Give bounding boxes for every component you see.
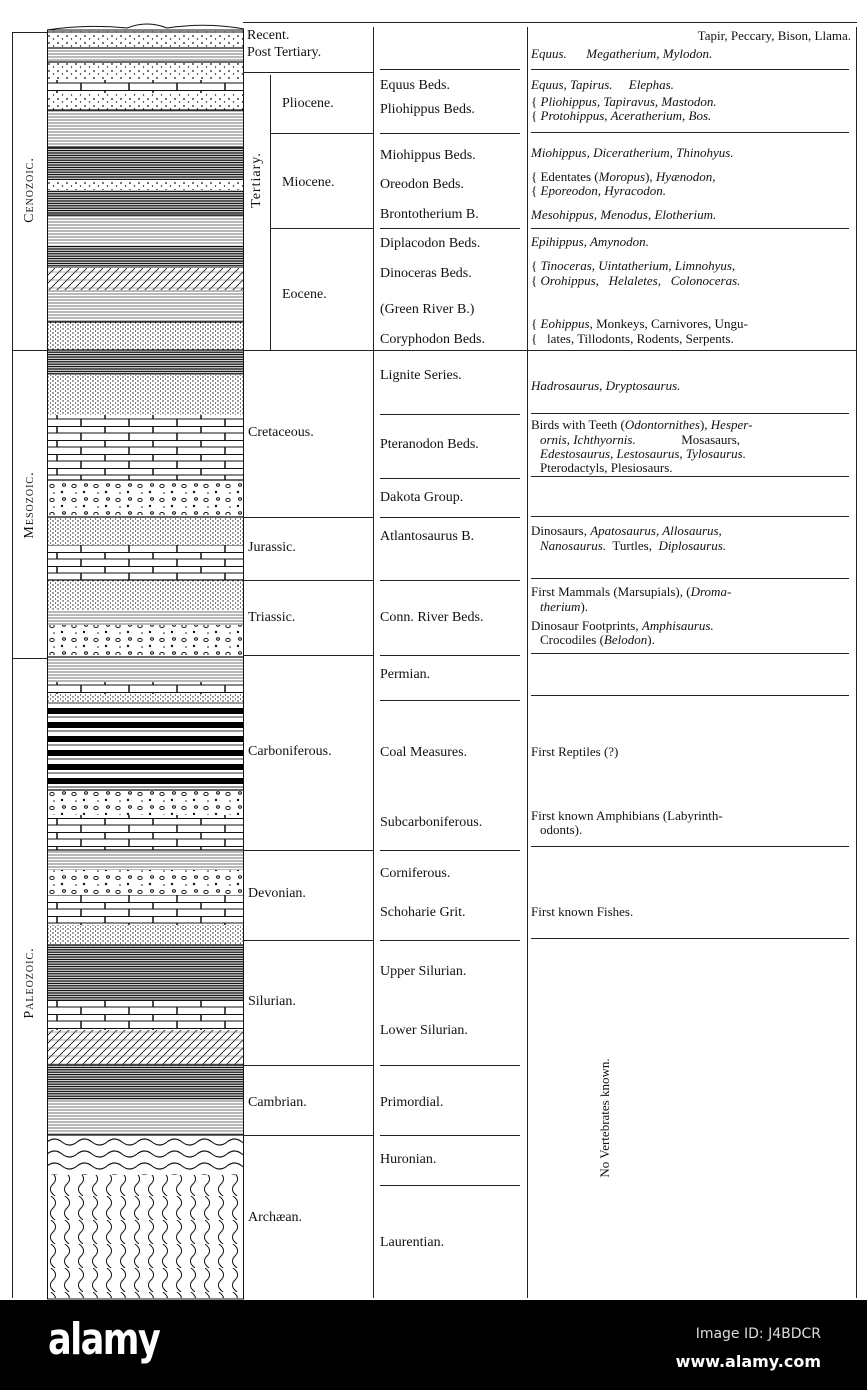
divider bbox=[380, 133, 520, 134]
site-url: www.alamy.com bbox=[675, 1352, 821, 1371]
divider bbox=[270, 228, 373, 229]
fossil-text: Pterodactyls, Plesiosaurs. bbox=[540, 460, 673, 475]
taxon-name: Odontornithes bbox=[624, 417, 700, 432]
fossil-line bbox=[540, 823, 582, 837]
fossil-line bbox=[540, 461, 673, 475]
fossil-text: , Monkeys, Carnivores, Ungu- bbox=[589, 316, 748, 331]
no-vertebrates-label: No Vertebrates known. bbox=[597, 1058, 612, 1178]
alamy-logo: alamy bbox=[48, 1314, 160, 1365]
divider bbox=[380, 1185, 520, 1186]
divider bbox=[380, 478, 520, 479]
fossil-line bbox=[531, 585, 731, 599]
period-archaean: Archæan. bbox=[248, 1210, 303, 1225]
taxon-name: Orohippus, Helaletes, Colonoceras. bbox=[540, 273, 741, 288]
fossil-text: { bbox=[531, 316, 541, 331]
fossil-text: { bbox=[531, 273, 541, 288]
divider bbox=[243, 72, 373, 73]
fossil-line bbox=[698, 29, 851, 43]
taxon-name: Epihippus, Amynodon. bbox=[531, 234, 649, 249]
fossil-text: First known Amphibians (Labyrinth- bbox=[531, 808, 723, 823]
period-triassic: Triassic. bbox=[248, 610, 296, 625]
formation: Diplacodon Beds. bbox=[380, 236, 481, 251]
fossil-text: Tapir, Peccary, Bison, Llama. bbox=[697, 28, 851, 43]
fossil-line bbox=[531, 184, 666, 198]
strata-column bbox=[47, 20, 244, 1300]
divider bbox=[380, 414, 520, 415]
period-carboniferous: Carboniferous. bbox=[248, 744, 332, 759]
fossil-text: ), bbox=[699, 417, 711, 432]
fossil-text: Dinosaurs, bbox=[531, 523, 591, 538]
fossil-line bbox=[531, 235, 649, 249]
fossil-text: { lates, Tillodonts, Rodents, Serpents. bbox=[531, 331, 734, 346]
taxon-name: Edestosaurus, Lestosaurus, Tylosaurus. bbox=[540, 446, 746, 461]
taxon-name: Equus, Tapirus. bbox=[531, 77, 613, 92]
divider bbox=[380, 940, 520, 941]
formation: Oreodon Beds. bbox=[380, 177, 464, 192]
period-cretaceous: Cretaceous. bbox=[248, 425, 314, 440]
fossil-line bbox=[531, 317, 748, 331]
divider bbox=[243, 1065, 373, 1066]
formation: Coryphodon Beds. bbox=[380, 332, 485, 347]
taxon-name: Equus. bbox=[531, 46, 567, 61]
taxon-name: Megatherium, Mylodon. bbox=[586, 46, 713, 61]
fossil-text: { bbox=[531, 183, 541, 198]
divider bbox=[243, 517, 373, 518]
fossil-line bbox=[540, 433, 740, 447]
formation: Coal Measures. bbox=[380, 745, 468, 760]
fossil-line bbox=[531, 47, 712, 61]
formation: Lower Silurian. bbox=[380, 1023, 468, 1038]
fossil-line bbox=[531, 418, 752, 432]
period-miocene: Miocene. bbox=[282, 175, 335, 190]
taxon-name: Nanosaurus. bbox=[540, 538, 607, 553]
fossil-line bbox=[531, 905, 633, 919]
era-mesozoic: Mesozoic. bbox=[22, 471, 37, 539]
formation: Laurentian. bbox=[380, 1235, 445, 1250]
taxon-name: Diplosaurus. bbox=[658, 538, 727, 553]
formation: Lignite Series. bbox=[380, 368, 462, 383]
divider bbox=[380, 228, 520, 229]
image-id: Image ID: J4BDCR bbox=[695, 1326, 821, 1342]
divider bbox=[531, 516, 849, 517]
fossil-text bbox=[567, 46, 587, 61]
fossil-text: First Mammals (Marsupials), ( bbox=[531, 584, 691, 599]
top-border bbox=[243, 22, 857, 23]
formation: Schoharie Grit. bbox=[380, 905, 466, 920]
column-divider bbox=[373, 27, 374, 1298]
divider bbox=[380, 655, 520, 656]
formation: Upper Silurian. bbox=[380, 964, 467, 979]
fossil-line bbox=[531, 259, 735, 273]
divider bbox=[531, 846, 849, 847]
period-post-tertiary: Post Tertiary. bbox=[247, 45, 322, 60]
fossil-text: Dinosaur Footprints, bbox=[531, 618, 642, 633]
divider bbox=[380, 1135, 520, 1136]
taxon-name: Tinoceras, Uintatherium, Limnohyus, bbox=[540, 258, 736, 273]
formation: Brontotherium B. bbox=[380, 207, 479, 222]
formation: Conn. River Beds. bbox=[380, 610, 484, 625]
fossil-line bbox=[531, 78, 674, 92]
formation: Permian. bbox=[380, 667, 431, 682]
taxon-name: Protohippus, Aceratherium, Bos. bbox=[540, 108, 712, 123]
fossil-line bbox=[531, 208, 716, 222]
fossil-line bbox=[531, 524, 722, 538]
divider bbox=[527, 350, 857, 351]
column-divider bbox=[856, 27, 857, 1298]
taxon-name: Mesohippus, Menodus, Elotherium. bbox=[531, 207, 717, 222]
taxon-name: Apatosaurus, Allosaurus, bbox=[590, 523, 722, 538]
fossil-text: { Edentates ( bbox=[531, 169, 599, 184]
divider bbox=[270, 133, 373, 134]
divider bbox=[243, 1135, 373, 1136]
fossil-line bbox=[531, 170, 716, 184]
period-silurian: Silurian. bbox=[248, 994, 296, 1009]
era-paleozoic: Paleozoic. bbox=[22, 947, 37, 1019]
divider bbox=[380, 850, 520, 851]
formation: Miohippus Beds. bbox=[380, 148, 476, 163]
fossil-text: First Reptiles (?) bbox=[531, 744, 619, 759]
era-cenozoic: Cenozoic. bbox=[22, 157, 37, 223]
fossil-line bbox=[540, 447, 746, 461]
fossil-text: odonts). bbox=[540, 822, 583, 837]
formation: Atlantosaurus B. bbox=[380, 529, 475, 544]
divider bbox=[380, 517, 520, 518]
taxon-name: Droma- bbox=[690, 584, 732, 599]
taxon-name: Amphisaurus. bbox=[641, 618, 714, 633]
formation: Pliohippus Beds. bbox=[380, 102, 475, 117]
divider bbox=[531, 228, 849, 229]
divider bbox=[12, 350, 47, 351]
period-pliocene: Pliocene. bbox=[282, 96, 334, 111]
fossil-text: { bbox=[531, 94, 541, 109]
taxon-name: ornis, Ichthyornis. bbox=[540, 432, 636, 447]
divider bbox=[531, 132, 849, 133]
divider bbox=[243, 655, 373, 656]
taxon-name: Eporeodon, Hyracodon. bbox=[540, 183, 667, 198]
formation: Dakota Group. bbox=[380, 490, 464, 505]
divider bbox=[243, 350, 373, 351]
fossil-line bbox=[531, 809, 723, 823]
taxon-name: Hadrosaurus, Dryptosaurus. bbox=[531, 378, 681, 393]
taxon-name: Moropus bbox=[598, 169, 646, 184]
divider bbox=[531, 938, 849, 939]
fossil-line bbox=[531, 109, 711, 123]
taxon-name: Belodon bbox=[603, 632, 648, 647]
period-devonian: Devonian. bbox=[248, 886, 306, 901]
divider bbox=[531, 476, 849, 477]
divider bbox=[380, 1065, 520, 1066]
fossil-text: ), bbox=[645, 169, 656, 184]
fossil-text: Birds with Teeth ( bbox=[531, 417, 625, 432]
divider bbox=[531, 413, 849, 414]
divider bbox=[380, 69, 520, 70]
taxon-name: therium bbox=[540, 599, 581, 614]
formation: Corniferous. bbox=[380, 866, 451, 881]
divider bbox=[380, 700, 520, 701]
divider bbox=[243, 580, 373, 581]
formation: Dinoceras Beds. bbox=[380, 266, 472, 281]
period-eocene: Eocene. bbox=[282, 287, 327, 302]
divider bbox=[531, 653, 849, 654]
formation: Pteranodon Beds. bbox=[380, 437, 479, 452]
fossil-text: Crocodiles ( bbox=[540, 632, 604, 647]
divider bbox=[531, 69, 849, 70]
divider bbox=[380, 580, 520, 581]
period-recent: Recent. bbox=[247, 28, 290, 43]
divider bbox=[373, 350, 527, 351]
period-cambrian: Cambrian. bbox=[248, 1095, 307, 1110]
fossil-text: Turtles, bbox=[606, 538, 659, 553]
fossil-line bbox=[531, 379, 680, 393]
fossil-line bbox=[531, 619, 714, 633]
fossil-line bbox=[540, 600, 588, 614]
fossil-line bbox=[540, 539, 726, 553]
taxon-name: Hyænodon, bbox=[655, 169, 716, 184]
divider bbox=[531, 578, 849, 579]
divider bbox=[243, 850, 373, 851]
formation: Subcarboniferous. bbox=[380, 815, 483, 830]
formation: Primordial. bbox=[380, 1095, 444, 1110]
taxon-name: Eohippus bbox=[540, 316, 590, 331]
tertiary-divider bbox=[270, 75, 271, 350]
fossil-text: { bbox=[531, 108, 541, 123]
fossil-text: First known Fishes. bbox=[531, 904, 634, 919]
fossil-text: { bbox=[531, 258, 541, 273]
formation: (Green River B.) bbox=[380, 302, 475, 317]
taxon-name: Elephas. bbox=[628, 77, 674, 92]
divider bbox=[12, 32, 47, 33]
fossil-line bbox=[531, 745, 618, 759]
column-divider bbox=[527, 27, 528, 1298]
fossil-line bbox=[540, 633, 655, 647]
tertiary-label: Tertiary. bbox=[249, 152, 264, 208]
divider bbox=[243, 940, 373, 941]
fossil-line bbox=[531, 332, 734, 346]
taxon-name: Pliohippus, Tapiravus, Mastodon. bbox=[540, 94, 717, 109]
fossil-text bbox=[613, 77, 629, 92]
divider bbox=[12, 658, 47, 659]
fossil-line bbox=[531, 274, 740, 288]
formation: Equus Beds. bbox=[380, 78, 450, 93]
period-jurassic: Jurassic. bbox=[248, 540, 296, 555]
divider bbox=[531, 695, 849, 696]
fossil-line bbox=[531, 95, 717, 109]
fossil-line bbox=[531, 146, 734, 160]
fossil-text: ). bbox=[580, 599, 589, 614]
taxon-name: Miohippus, Diceratherium, Thinohyus. bbox=[531, 145, 734, 160]
formation: Huronian. bbox=[380, 1152, 437, 1167]
fossil-text: ). bbox=[647, 632, 655, 647]
era-bracket bbox=[12, 32, 13, 1298]
watermark-footer bbox=[0, 1300, 867, 1390]
fossil-text: Mosasaurs, bbox=[635, 432, 741, 447]
taxon-name: Hesper- bbox=[710, 417, 753, 432]
